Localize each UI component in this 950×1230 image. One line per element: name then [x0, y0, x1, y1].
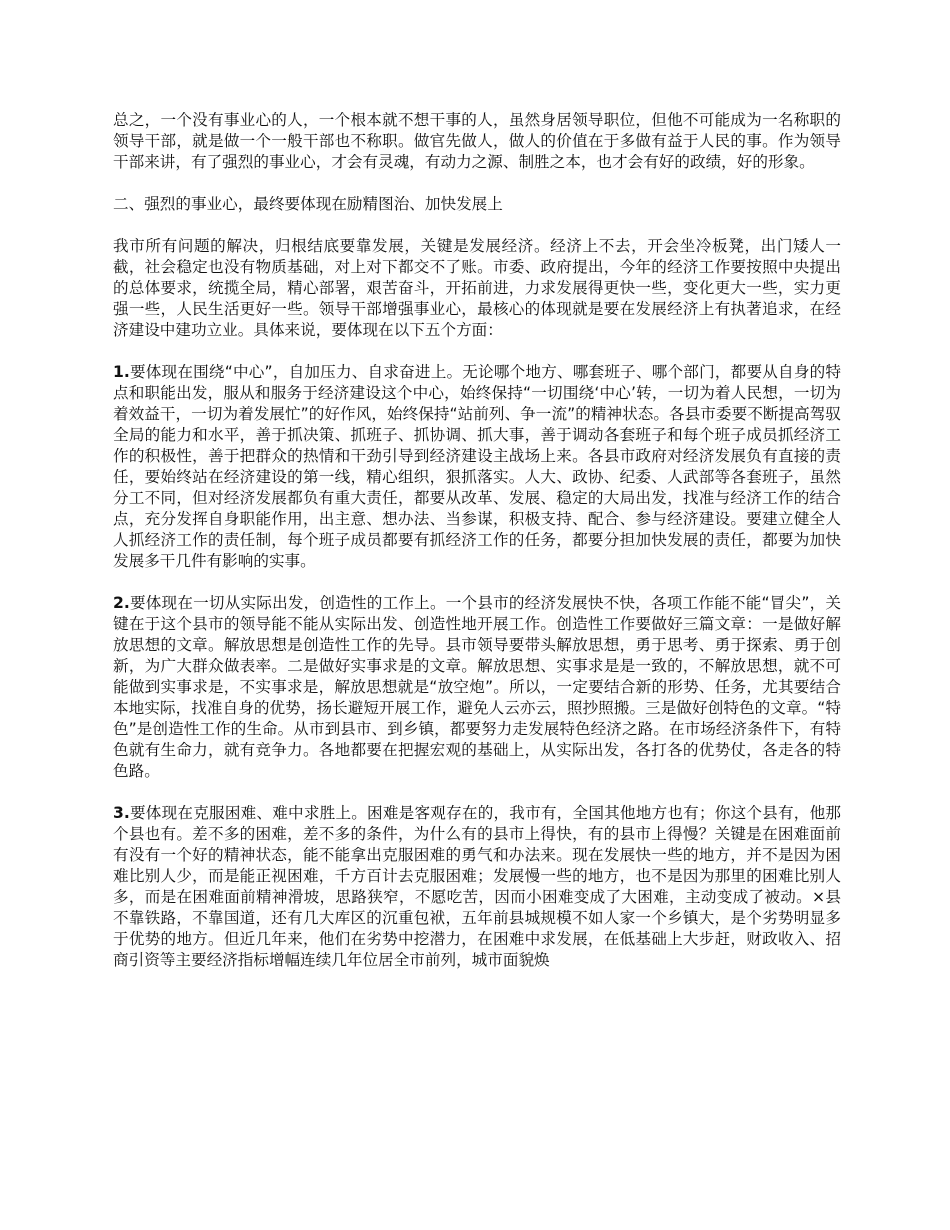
document-page: [113, 110, 841, 992]
section-intro-paragraph: 我市所有问题的解决，归根结底要靠发展，关键是发展经济。经济上不去，开会坐冷板凳，出门矮人一截，社会稳定也没有物质基础，对上对下都交不了账。市委、政府提出，今年的经济工作要按照中央提出的总体要求，统揽全局，精心部署，艰苦奋斗，开拓前进，力求发展得更快一些，变化更大一些，实力更强一些，人民生活更好一些。领导干部增强事业心，最核心的体现就是要在发展经济上有执著追求，在经济建设中建功立业。具体来说，要体现在以下五个方面：: [113, 237, 841, 339]
point-1-number: 1.: [113, 363, 130, 381]
point-3-paragraph: [113, 803, 841, 971]
point-2-paragraph: [113, 593, 841, 782]
point-1-text: 要体现在围绕“中心”，自加压力、自求奋进上。无论哪个地方、哪套班子、哪个部门，都要从自身的特点和职能出发，服从和服务于经济建设这个中心，始终保持“一切围绕‘中心’转，一切为着人民想，一切为着效益干，一切为着发展忙”的好作风，始终保持“站前列、争一流”的精神状态。各县市委要不断提高驾驭全局的能力和水平，善于抓决策、抓班子、抓协调、抓大事，善于调动各套班子和每个班子成员抓经济工作的积极性，善于把群众的热情和干劲引导到经济建设主战场上来。各县市政府对经济发展负有直接的责任，要始终站在经济建设的第一线，精心组织，狠抓落实。人大、政协、纪委、人武部等各套班子，虽然分工不同，但对经济发展都负有重大责任，都要从改革、发展、稳定的大局出发，找准与经济工作的结合点，充分发挥自身职能作用，出主意、想办法、当参谋，积极支持、配合、参与经济建设。要建立健全人人抓经济工作的责任制，每个班子成员都要有抓经济工作的任务，都要分担加快发展的责任，都要为加快发展多干几件有影响的实事。: [113, 363, 841, 570]
point-3-number: 3.: [113, 804, 130, 822]
point-2-number: 2.: [113, 594, 130, 612]
intro-paragraph: 总之，一个没有事业心的人，一个根本就不想干事的人，虽然身居领导职位，但他不可能成为一名称职的领导干部，就是做一个一般干部也不称职。做官先做人，做人的价值在于多做有益于人民的事。作为领导干部来讲，有了强烈的事业心，才会有灵魂，有动力之源、制胜之本，也才会有好的政绩，好的形象。: [113, 111, 841, 171]
point-1-paragraph: [113, 362, 841, 572]
section-heading: 二、强烈的事业心，最终要体现在励精图治、加快发展上: [113, 195, 503, 213]
point-3-text: 要体现在克服困难、难中求胜上。困难是客观存在的，我市有，全国其他地方也有；你这个县有，他那个县也有。差不多的困难，差不多的条件，为什么有的县市上得快，有的县市上得慢？关键是在困难面前有没有一个好的精神状态，能不能拿出克服困难的勇气和办法来。现在发展快一些的地方，并不是因为困难比别人少，而是能正视困难，千方百计去克服困难；发展慢一些的地方，也不是因为那里的困难比别人多，而是在困难面前精神滑坡，思路狭窄，不愿吃苦，因而小困难变成了大困难，主动变成了被动。×县不靠铁路，不靠国道，还有几大库区的沉重包袱，五年前县城规模不如人家一个乡镇大，是个劣势明显多于优势的地方。但近几年来，他们在劣势中挖潜力，在困难中求发展，在低基础上大步赶，财政收入、招商引资等主要经济指标增幅连续几年位居全市前列，城市面貌焕: [113, 804, 841, 969]
point-2-text: 要体现在一切从实际出发，创造性的工作上。一个县市的经济发展快不快，各项工作能不能“冒尖”，关键在于这个县市的领导能不能从实际出发、创造性地开展工作。创造性工作要做好三篇文章：一是做好解放思想的文章。解放思想是创造性工作的先导。县市领导要带头解放思想，勇于思考、勇于探索、勇于创新，为广大群众做表率。二是做好实事求是的文章。解放思想、实事求是是一致的，不解放思想，就不可能做到实事求是，不实事求是，解放思想就是“放空炮”。所以，一定要结合新的形势、任务，尤其要结合本地实际，找准自身的优势，扬长避短开展工作，避免人云亦云，照抄照搬。三是做好创特色的文章。“特色”是创造性工作的生命。从市到县市、到乡镇，都要努力走发展特色经济之路。在市场经济条件下，有特色就有生命力，就有竞争力。各地都要在把握宏观的基础上，从实际出发，各打各的优势仗，各走各的特色路。: [113, 594, 841, 780]
